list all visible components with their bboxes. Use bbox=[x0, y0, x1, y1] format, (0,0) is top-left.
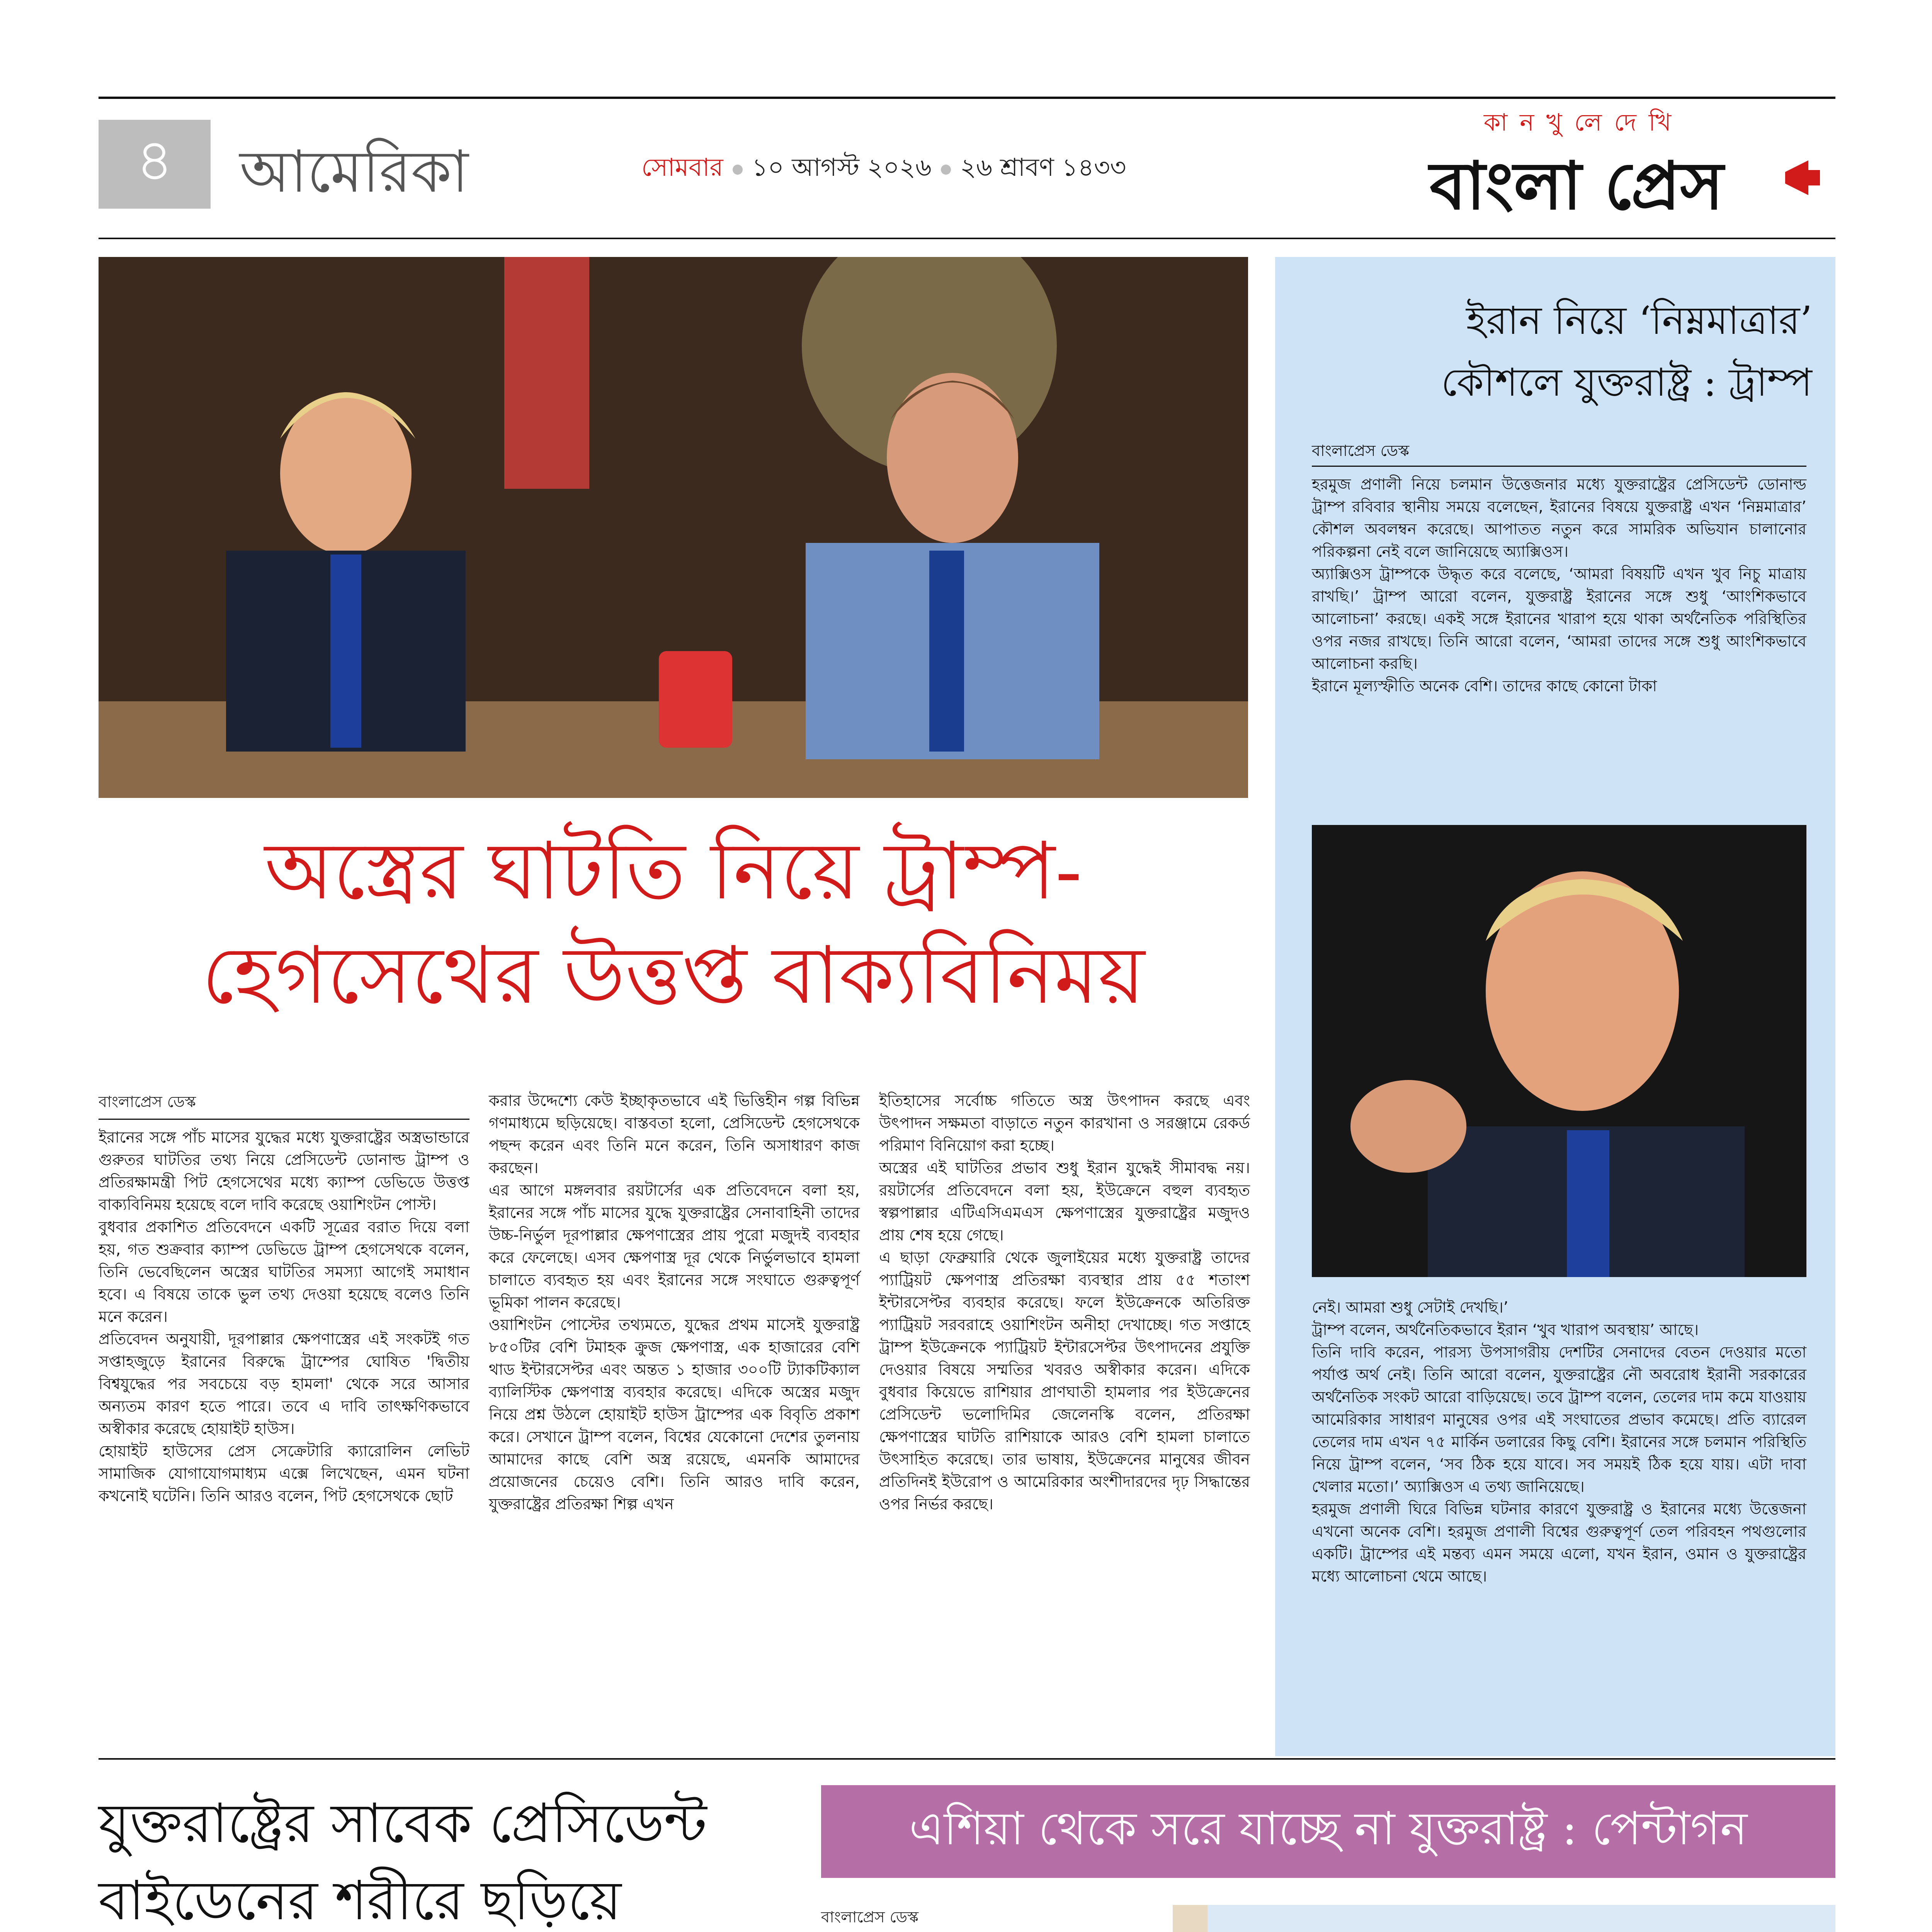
sidebar-headline-line1: ইরান নিয়ে ‘নিম্নমাত্রার’ bbox=[1466, 298, 1812, 343]
top-rule bbox=[99, 97, 1835, 99]
sidebar-para: হরমুজ প্রণালী ঘিরে বিভিন্ন ঘটনার কারণে যুক্তরাষ্ট্র ও ইরানের মধ্যে উত্তেজনা এখনো অনেক বেশি। হরমুজ প্রণালী বিশ্বের গুরুত্বপূর্ণ তেল পরিবহন পথগুলোর একটি। ট্রাম্পের এই মন্তব্য এমন সময়ে এলো, যখন ইরান, ওমান ও যুক্তরাষ্ট্রের মধ্যে আলোচনা থেমে আছে। bbox=[1312, 1500, 1806, 1585]
page-number-box bbox=[99, 120, 211, 209]
sidebar-top-text bbox=[1312, 473, 1806, 697]
asia-headline-band bbox=[821, 1785, 1835, 1878]
sidebar-para: নেই। আমরা শুধু সেটাই দেখছি।’ bbox=[1312, 1299, 1509, 1316]
lead-headline-line1: অস্ত্রের ঘাটতি নিয়ে ট্রাম্প- bbox=[264, 825, 1082, 917]
mid-rule bbox=[99, 1758, 1835, 1760]
bullet-icon bbox=[941, 165, 951, 175]
sidebar-headline bbox=[1441, 290, 1812, 413]
lead-byline-rule bbox=[99, 1119, 469, 1120]
sidebar-bottom-text bbox=[1312, 1296, 1806, 1588]
biden-headline-line2: বাইডেনের শরীরে ছড়িয়ে bbox=[99, 1869, 622, 1932]
lead-col1-para: ইরানের সঙ্গে পাঁচ মাসের যুদ্ধের মধ্যে যুক্তরাষ্ট্রের অস্ত্রভান্ডারে গুরুতর ঘাটতির তথ্য নিয়ে প্রেসিডেন্ট ডোনাল্ড ট্রাম্প ও প্রতিরক্ষামন্ত্রী পিট হেগসেথের মধ্যে ক্যাম্প ডেভিডে উত্তপ্ত বাক্যবিনিময় হয়েছে বলে দাবি করেছে ওয়াশিংটন পোস্ট। bbox=[99, 1129, 469, 1214]
sidebar-para: ইরানে মূল্যস্ফীতি অনেক বেশি। তাদের কাছে কোনো টাকা bbox=[1312, 677, 1657, 695]
lead-headline-line2: হেগসেথের উত্তপ্ত বাক্যবিনিময় bbox=[202, 930, 1145, 1022]
section-name: আমেরিকা bbox=[240, 138, 469, 206]
lead-col2-para: করার উদ্দেশ্যে কেউ ইচ্ছাকৃতভাবে এই ভিত্তিহীন গল্প বিভিন্ন গণমাধ্যমে ছড়িয়েছে। বাস্তবতা হলো, প্রেসিডেন্ট হেগসেথকে পছন্দ করেন এবং তিনি মনে করেন, তিনি অসাধারণ কাজ করছেন। bbox=[489, 1092, 860, 1177]
page-number: ৪ bbox=[136, 127, 173, 194]
photo-illustration bbox=[1173, 1905, 1835, 1932]
photo-trump-hegseth bbox=[99, 257, 1248, 798]
photo-illustration bbox=[99, 257, 1248, 798]
asia-headline: এশিয়া থেকে সরে যাচ্ছে না যুক্তরাষ্ট্র : পেন্টাগন bbox=[909, 1802, 1748, 1855]
dateline-date-en: ১০ আগস্ট ২০২৬ bbox=[752, 153, 932, 182]
sidebar-box bbox=[1275, 257, 1835, 1756]
sidebar-para: হরমুজ প্রণালী নিয়ে চলমান উত্তেজনার মধ্যে যুক্তরাষ্ট্রের প্রেসিডেন্ট ডোনাল্ড ট্রাম্প রবিবার স্থানীয় সময়ে বলেছেন, ইরানের বিষয়ে যুক্তরাষ্ট্র এখন ‘নিম্নমাত্রার’ কৌশল অবলম্বন করেছে। আপাতত নতুন করে সামরিক অভিযান চালানোর পরিকল্পনা নেই বলে জানিয়েছে অ্যাক্সিওস। bbox=[1312, 476, 1806, 561]
megaphone-icon bbox=[1781, 155, 1828, 201]
lead-col3-para: এ ছাড়া ফেব্রুয়ারি থেকে জুলাইয়ের মধ্যে যুক্তরাষ্ট্র তাদের প্যাট্রিয়ট ক্ষেপণাস্ত্র প্রতিরক্ষা ব্যবস্থার প্রায় ৫৫ শতাংশ ইন্টারসেপ্টর ব্যবহার করেছে। ফলে ইউক্রেনকে অতিরিক্ত প্যাট্রিয়ট সরবরাহে ওয়াশিংটন অনীহা দেখাচ্ছে। গত সপ্তাহে ট্রাম্প ইউক্রেনকে প্যাট্রিয়ট ইন্টারসেপ্টর উৎপাদনের প্রযুক্তি দেওয়ার বিষয়ে সম্মতির খবরও অস্বীকার করেন। এদিকে বুধবার কিয়েভে রাশিয়ার প্রাণঘাতী হামলার পর ইউক্রেনের প্রেসিডেন্ট ভলোদিমির জেলেনস্কি বলেন, প্রতিরক্ষা ক্ষেপণাস্ত্রের ঘাটতি রাশিয়াকে আরও বেশি হামলা চালাতে উৎসাহিত করেছে। তার ভাষায়, ইউক্রেনের মানুষের জীবন প্রতিদিনই ইউরোপ ও আমেরিকার অংশীদারদের দৃঢ় সিদ্ধান্তের ওপর নির্ভর করছে। bbox=[879, 1249, 1250, 1513]
masthead-tagline: কা ন খু লে দে খি bbox=[1484, 108, 1674, 136]
dateline-day: সোমবার bbox=[641, 153, 723, 182]
header-rule bbox=[99, 238, 1835, 239]
masthead-brand: বাংলা প্রেস bbox=[1430, 147, 1724, 224]
lead-col1-para: বুধবার প্রকাশিত প্রতিবেদনে একটি সূত্রের বরাত দিয়ে বলা হয়, গত শুক্রবার ক্যাম্প ডেভিডে ট্রাম্প হেগসেথকে বলেন, তিনি ভেবেছিলেন অস্ত্রের ঘাটতির সমস্যা আগেই সমাধান হবে। এ বিষয়ে তাকে ভুল তথ্য দেওয়া হয়েছে বলেও তিনি মনে করেন। bbox=[99, 1218, 469, 1326]
dateline bbox=[641, 149, 1126, 190]
lead-col3-para: ইতিহাসের সর্বোচ্চ গতিতে অস্ত্র উৎপাদন করছে এবং উৎপাদন সক্ষমতা বাড়াতে নতুন কারখানা ও সরঞ্জামে রেকর্ড পরিমাণ বিনিয়োগ করা হচ্ছে। bbox=[879, 1092, 1250, 1155]
asia-byline: বাংলাপ্রেস ডেস্ক bbox=[821, 1908, 919, 1926]
lead-col-3 bbox=[879, 1090, 1250, 1515]
lead-headline bbox=[99, 819, 1248, 1028]
bullet-icon bbox=[733, 165, 743, 175]
sidebar-para: অ্যাক্সিওস ট্রাম্পকে উদ্ধৃত করে বলেছে, ‘আমরা বিষয়টি এখন খুব নিচু মাত্রায় রাখছি।’ ট্রাম্প আরো বলেন, যুক্তরাষ্ট্র ইরানের সঙ্গে শুধু ‘আংশিকভাবে আলোচনা’ করছে। একই সঙ্গে ইরানের খারাপ হয়ে থাকা অর্থনৈতিক পরিস্থিতির ওপর নজর রাখছে। তিনি আরো বলেন, ‘আমরা তাদের সঙ্গে শুধু আংশিকভাবে আলোচনা করছি। bbox=[1312, 565, 1806, 673]
dateline-date-bn: ২৬ শ্রাবণ ১৪৩৩ bbox=[960, 153, 1126, 182]
masthead bbox=[1430, 104, 1835, 232]
lead-byline: বাংলাপ্রেস ডেস্ক bbox=[99, 1093, 196, 1111]
lead-col-2 bbox=[489, 1090, 860, 1515]
biden-headline-line1: যুক্তরাষ্ট্রের সাবেক প্রেসিডেন্ট bbox=[99, 1792, 707, 1855]
sidebar-para: ট্রাম্প বলেন, অর্থনৈতিকভাবে ইরান ‘খুব খারাপ অবস্থায়’ আছে। bbox=[1312, 1321, 1699, 1339]
sidebar-byline: বাংলাপ্রেস ডেস্ক bbox=[1312, 442, 1410, 460]
photo-illustration bbox=[1312, 825, 1806, 1277]
sidebar-headline-line2: কৌশলে যুক্তরাষ্ট্র : ট্রাম্প bbox=[1441, 360, 1812, 405]
lead-col2-para: এর আগে মঙ্গলবার রয়টার্সের এক প্রতিবেদনে বলা হয়, ইরানের সঙ্গে পাঁচ মাসের যুদ্ধে যুক্তরাষ্ট্রের সেনাবাহিনী তাদের উচ্চ-নির্ভুল দূরপাল্লার ক্ষেপণাস্ত্রের প্রায় পুরো মজুদই ব্যবহার করে ফেলেছে। এসব ক্ষেপণাস্ত্র দূর থেকে নির্ভুলভাবে হামলা চালাতে ব্যবহৃত হয় এবং ইরানের সঙ্গে সংঘাতে গুরুত্বপূর্ণ ভূমিকা পালন করেছে। bbox=[489, 1182, 860, 1311]
lead-col2-para: ওয়াশিংটন পোস্টের তথ্যমতে, যুদ্ধের প্রথম মাসেই যুক্তরাষ্ট্র ৮৫০টির বেশি টমাহক ক্রুজ ক্ষেপণাস্ত্র, এক হাজারের বেশি থাড ইন্টারসেপ্টর এবং অন্তত ১ হাজার ৩০০টি ট্যাকটিক্যাল ব্যালিস্টিক ক্ষেপণাস্ত্র ব্যবহার করেছে। এদিকে অস্ত্রের মজুদ নিয়ে প্রশ্ন উঠলে হোয়াইট হাউস ট্রাম্পের এক বিবৃতি প্রকাশ করে। সেখানে ট্রাম্প বলেন, বিশ্বের যেকোনো দেশের তুলনায় আমাদের কাছে বেশি অস্ত্র রয়েছে, এমনকি আমাদের প্রয়োজনের চেয়েও বেশি। তিনি আরও দাবি করেন, যুক্তরাষ্ট্রের প্রতিরক্ষা শিল্প এখন bbox=[489, 1316, 860, 1513]
sidebar-para: তিনি দাবি করেন, পারস্য উপসাগরীয় দেশটির সেনাদের বেতন দেওয়ার মতো পর্যাপ্ত অর্থ নেই। তিনি আরো বলেন, যুক্তরাষ্ট্রের নৌ অবরোধ ইরানী সরকারের অর্থনৈতিক সংকট আরো বাড়িয়েছে। তবে ট্রাম্প বলেন, তেলের দাম কমে যাওয়ায় আমেরিকার সাধারণ মানুষের ওপর এই সংঘাতের প্রভাব কমেছে। প্রতি ব্যারেল তেলের দাম এখন ৭৫ মার্কিন ডলারের কিছু বেশি। ইরানের সঙ্গে চলমান পরিস্থিতি নিয়ে ট্রাম্প বলেন, ‘সব ঠিক হয়ে যাবে। সব সময়ই ঠিক হয়ে যায়। এটা দাবা খেলার মতো।’ অ্যাক্সিওস এ তথ্য জানিয়েছে। bbox=[1312, 1344, 1806, 1496]
photo-trump-podium bbox=[1312, 825, 1806, 1277]
lead-col3-para: অস্ত্রের এই ঘাটতির প্রভাব শুধু ইরান যুদ্ধেই সীমাবদ্ধ নয়। রয়টার্সের প্রতিবেদনে বলা হয়, ইউক্রেনে বহুল ব্যবহৃত স্বল্পপাল্লার এটিএসিএমএস ক্ষেপণাস্ত্রের যুক্তরাষ্ট্রের মজুদও প্রায় শেষ হয়ে গেছে। bbox=[879, 1159, 1250, 1244]
biden-headline bbox=[99, 1785, 833, 1932]
photo-colby bbox=[1173, 1905, 1835, 1932]
sidebar-byline-rule bbox=[1312, 466, 1806, 467]
lead-col1-para: হোয়াইট হাউসের প্রেস সেক্রেটারি ক্যারোলিন লেভিট সামাজিক যোগাযোগমাধ্যম এক্সে লিখেছেন, এমন ঘটনা কখনোই ঘটেনি। তিনি আরও বলেন, পিট হেগসেথকে ছোট bbox=[99, 1442, 469, 1505]
lead-col1-para: প্রতিবেদন অনুযায়ী, দূরপাল্লার ক্ষেপণাস্ত্রের এই সংকটই গত সপ্তাহজুড়ে ইরানের বিরুদ্ধে ট্রাম্পের ঘোষিত 'দ্বিতীয় বিশ্বযুদ্ধের পর সবচেয়ে বড় হামলা' থেকে সরে আসার অন্যতম কারণ হতে পারে। তবে এ দাবি তাৎক্ষণিকভাবে অস্বীকার করেছে হোয়াইট হাউস। bbox=[99, 1330, 469, 1438]
lead-col-1 bbox=[99, 1126, 469, 1507]
